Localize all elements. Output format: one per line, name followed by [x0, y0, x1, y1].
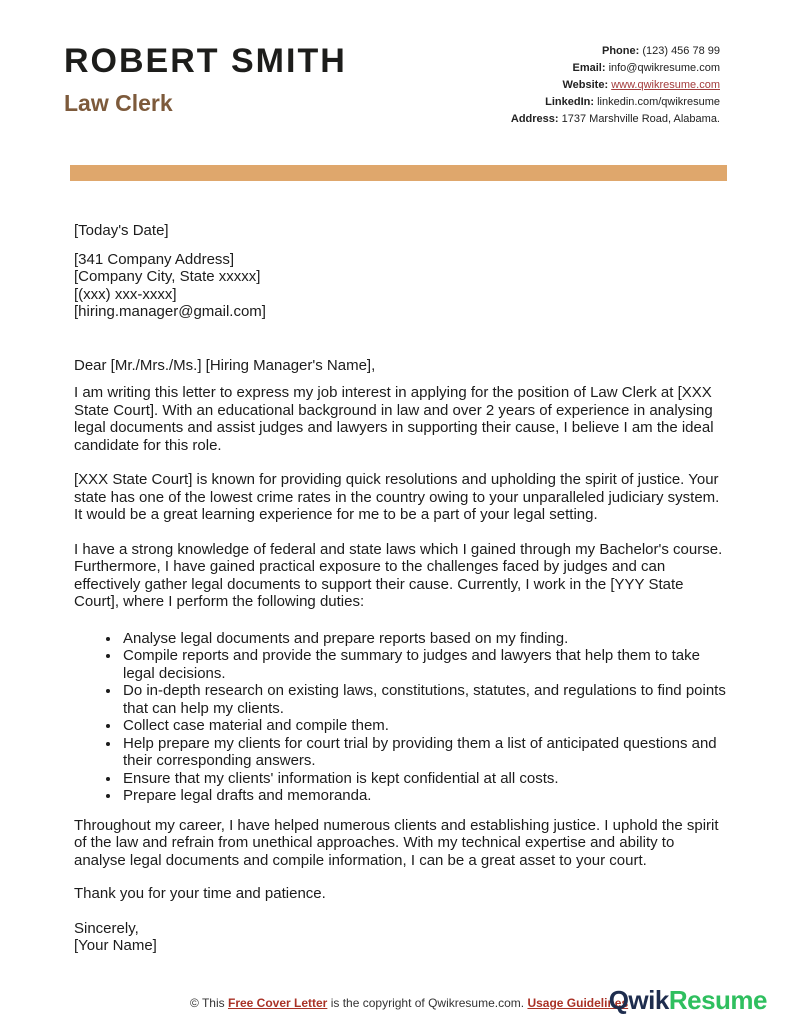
usage-guidelines-link[interactable]: Usage Guidelines [527, 996, 629, 1010]
paragraph-closing: Throughout my career, I have helped numerous clients and establishing justice. I uphold the spirit of the law and refrain from unethical approaches. With my technical expertise and ability to analyse legal documents and compile information, I can be a great asset to your court. [74, 816, 719, 869]
duty-item: • Prepare legal drafts and memoranda. [121, 787, 728, 805]
duty-item: • Compile reports and provide the summary to judges and lawyers that help them to take legal decisions. [121, 647, 728, 682]
person-name: ROBERT SMITH [64, 42, 347, 80]
contact-website [511, 77, 720, 94]
job-title: Law Clerk [64, 90, 173, 116]
paragraph-experience: I have a strong knowledge of federal and state laws which I gained through my Bachelor's course. Furthermore, I have gained practical exposure to the challenges faced by judges and can effectively gather legal documents to support their cause. Currently, I work in the [YYY State Court], where I perform the following duties: [74, 540, 723, 610]
accent-divider-bar [70, 165, 727, 181]
address-line: [(xxx) xxx-xxxx] [74, 285, 177, 303]
logo-resume-text: Resume [668, 985, 767, 1015]
website-link[interactable]: www.qwikresume.com [611, 79, 720, 91]
thanks-line: Thank you for your time and patience. [74, 885, 326, 902]
linkedin-label: LinkedIn: [545, 96, 595, 108]
address-line: [Company City, State xxxxx] [74, 268, 261, 285]
phone-value: (123) 456 78 99 [642, 45, 720, 57]
duties-list [74, 630, 728, 805]
paragraph-court-praise: [XXX State Court] is known for providing quick resolutions and upholding the spirit of justice. Your state has one of the lowest crime rates in the country owing to your unparalleled judiciary system. It would be a great learning experience for me to be a part of your legal setting. [74, 471, 720, 523]
duty-item: • Help prepare my clients for court trial by providing them a list of anticipated questions and their corresponding answers. [121, 735, 728, 770]
free-cover-letter-link[interactable]: Free Cover Letter [227, 996, 328, 1010]
website-label: Website: [562, 79, 609, 91]
duty-item: • Collect case material and compile them. [121, 717, 728, 735]
email-label: Email: [572, 62, 606, 74]
copyright-middle: is the copyright of Qwikresume.com. [330, 996, 525, 1010]
salutation: Dear [Mr./Mrs./Ms.] [Hiring Manager's Name], [74, 356, 376, 374]
recipient-address-block [74, 251, 728, 321]
duty-item: • Do in-depth research on existing laws, constitutions, statutes, and regulations to find points that can help my clients. [121, 682, 728, 717]
contact-address [511, 111, 720, 128]
duty-item: • Analyse legal documents and prepare reports based on my finding. [121, 630, 728, 648]
paragraph-intro: I am writing this letter to express my job interest in applying for the position of Law Clerk at [XXX State Court]. With an educational background in law and over 2 years of experience in analysing legal documents and assist judges and lawyers in supporting their cause, I believe I am the ideal candidate for this role. [74, 384, 714, 454]
phone-label: Phone: [601, 45, 640, 57]
duty-item: • Ensure that my clients' information is kept confidential at all costs. [121, 770, 728, 788]
signature-block [74, 920, 728, 955]
footer [0, 983, 800, 1028]
contact-email [511, 60, 720, 77]
signature-placeholder: [Your Name] [74, 937, 157, 954]
letter-body [74, 222, 728, 955]
copyright-text [190, 996, 628, 1010]
linkedin-value: linkedin.com/qwikresume [597, 96, 720, 108]
qwikresume-logo [609, 985, 767, 1016]
copyright-prefix: © This [190, 996, 225, 1010]
contact-info [511, 43, 720, 128]
signoff: Sincerely, [74, 919, 139, 937]
contact-linkedin [511, 94, 720, 111]
logo-qwik-text: Qwik [608, 985, 669, 1015]
address-value: 1737 Marshville Road, Alabama. [561, 113, 720, 125]
date-placeholder: [Today's Date] [74, 222, 169, 239]
address-line: [hiring.manager@gmail.com] [74, 303, 266, 320]
address-label: Address: [510, 113, 559, 125]
address-line: [341 Company Address] [74, 250, 235, 268]
contact-phone [511, 43, 720, 60]
email-value: info@qwikresume.com [608, 62, 720, 74]
